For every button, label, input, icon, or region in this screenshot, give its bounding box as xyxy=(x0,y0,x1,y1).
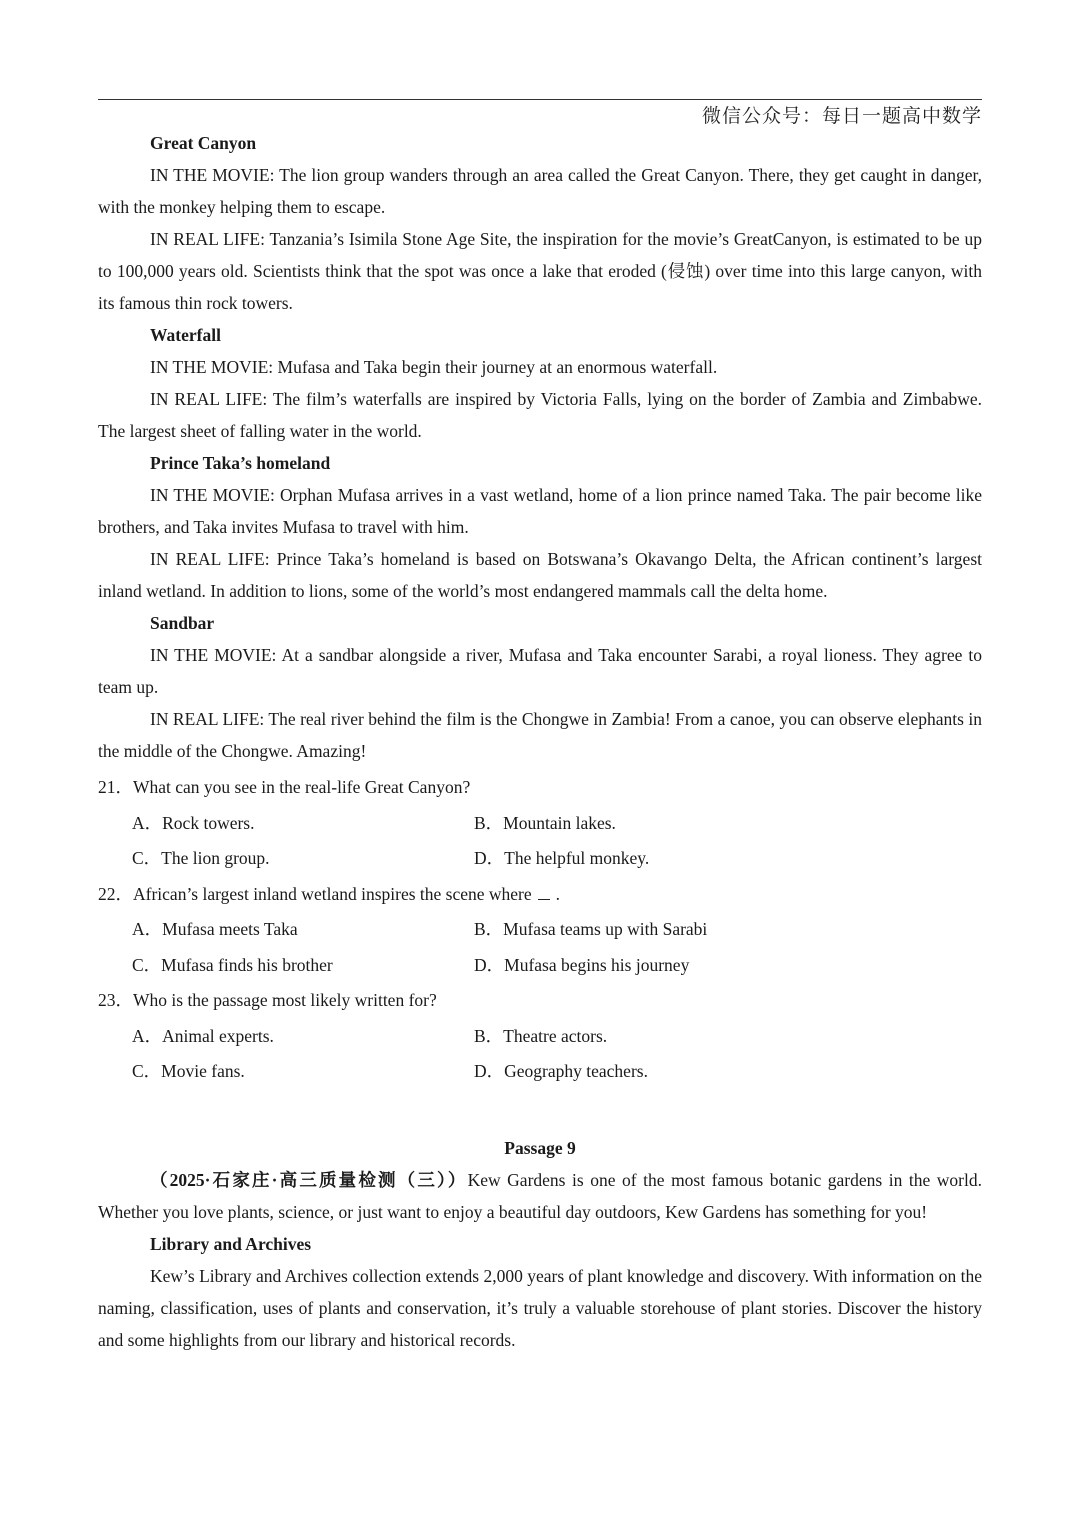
answer-blank[interactable] xyxy=(538,899,550,900)
section-heading: Great Canyon xyxy=(150,133,257,153)
question-number: 23． xyxy=(98,990,133,1010)
question-stem xyxy=(98,770,982,806)
question-21 xyxy=(98,770,982,877)
section-great-canyon xyxy=(98,127,982,319)
movie-paragraph: IN THE MOVIE: Mufasa and Taka begin their journey at an enormous waterfall. xyxy=(150,357,718,377)
document-body xyxy=(98,127,982,1356)
section-heading: Waterfall xyxy=(150,325,221,345)
option-a[interactable]: A．Rock towers. xyxy=(132,812,255,833)
movie-paragraph: IN THE MOVIE: The lion group wanders through an area called the Great Canyon. There, they get caught in danger, with the monkey helping them to escape. xyxy=(98,165,982,217)
passage-title: Passage 9 xyxy=(504,1137,576,1158)
real-life-paragraph: IN REAL LIFE: Prince Taka’s homeland is based on Botswana’s Okavango Delta, the African continent’s largest inland wetland. In addition to lions, some of the world’s most endangered mammals call the delta home. xyxy=(98,549,982,601)
header-watermark: 微信公众号：每日一题高中数学 xyxy=(701,105,982,127)
option-c[interactable]: C．Movie fans. xyxy=(132,1061,245,1081)
section-heading: Library and Archives xyxy=(150,1233,312,1254)
movie-paragraph: IN THE MOVIE: Orphan Mufasa arrives in a vast wetland, home of a lion prince named Taka. The pair become like brothers, and Taka invites Mufasa to travel with him. xyxy=(98,485,982,537)
option-b[interactable]: B．Mountain lakes. xyxy=(474,812,616,833)
question-number: 22． xyxy=(98,883,133,904)
option-a[interactable]: A．Mufasa meets Taka xyxy=(132,919,298,939)
passage-source: （2025·石家庄·高三质量检测（三）） xyxy=(150,1169,468,1190)
question-text: Who is the passage most likely written for? xyxy=(133,990,437,1010)
option-row xyxy=(98,806,982,842)
question-23 xyxy=(98,983,982,1090)
section-prince-taka-homeland xyxy=(98,447,982,607)
section-sandbar xyxy=(98,607,982,767)
question-end-punct: . xyxy=(555,883,561,904)
option-d[interactable]: D．Geography teachers. xyxy=(474,1061,648,1081)
question-stem xyxy=(98,877,982,913)
option-a[interactable]: A．Animal experts. xyxy=(132,1025,274,1046)
passage-body: Kew’s Library and Archives collection extends 2,000 years of plant knowledge and discovery. With information on the naming, classification, uses of plants and conservation, it’s truly a valuable storehouse of plant stories. Discover the history and some highlights from our library and historical records. xyxy=(98,1265,982,1350)
question-number: 21． xyxy=(98,777,133,797)
real-life-paragraph: IN REAL LIFE: The film’s waterfalls are inspired by Victoria Falls, lying on the border of Zambia and Zimbabwe. The largest sheet of falling water in the world. xyxy=(98,389,982,441)
section-heading: Sandbar xyxy=(150,613,215,633)
option-b[interactable]: B．Theatre actors. xyxy=(474,1025,608,1046)
passage-intro xyxy=(98,1164,982,1228)
option-row xyxy=(98,1019,982,1055)
passage-intro-text: Kew Gardens is one of the most famous botanic gardens in the world. Whether you love plants, science, or just want to enjoy a beautiful day outdoors, Kew Gardens has something for you! xyxy=(98,1169,982,1222)
option-d[interactable]: D．Mufasa begins his journey xyxy=(474,954,690,975)
option-d[interactable]: D．The helpful monkey. xyxy=(474,848,650,868)
option-row xyxy=(98,912,982,948)
option-row xyxy=(98,1054,982,1090)
question-stem xyxy=(98,983,982,1019)
section-waterfall xyxy=(98,319,982,447)
question-22 xyxy=(98,877,982,984)
option-b[interactable]: B．Mufasa teams up with Sarabi xyxy=(474,919,708,939)
real-life-paragraph: IN REAL LIFE: The real river behind the film is the Chongwe in Zambia! From a canoe, you can observe elephants in the middle of the Chongwe. Amazing! xyxy=(98,709,982,761)
question-text: What can you see in the real-life Great Canyon? xyxy=(133,777,471,797)
option-c[interactable]: C．Mufasa finds his brother xyxy=(132,954,333,975)
section-heading: Prince Taka’s homeland xyxy=(150,453,331,473)
option-row xyxy=(98,948,982,984)
movie-paragraph: IN THE MOVIE: At a sandbar alongside a river, Mufasa and Taka encounter Sarabi, a royal lioness. They agree to team up. xyxy=(98,645,982,697)
option-row xyxy=(98,841,982,877)
header-rule xyxy=(98,99,982,100)
option-c[interactable]: C．The lion group. xyxy=(132,848,270,868)
real-life-paragraph: IN REAL LIFE: Tanzania’s Isimila Stone Age Site, the inspiration for the movie’s GreatCanyon, is estimated to be up to 100,000 years old. Scientists think that the spot was once a lake that eroded (侵蚀) over time into this large canyon, with its famous thin rock towers. xyxy=(98,229,982,313)
question-text: African’s largest inland wetland inspires the scene where xyxy=(133,883,532,904)
